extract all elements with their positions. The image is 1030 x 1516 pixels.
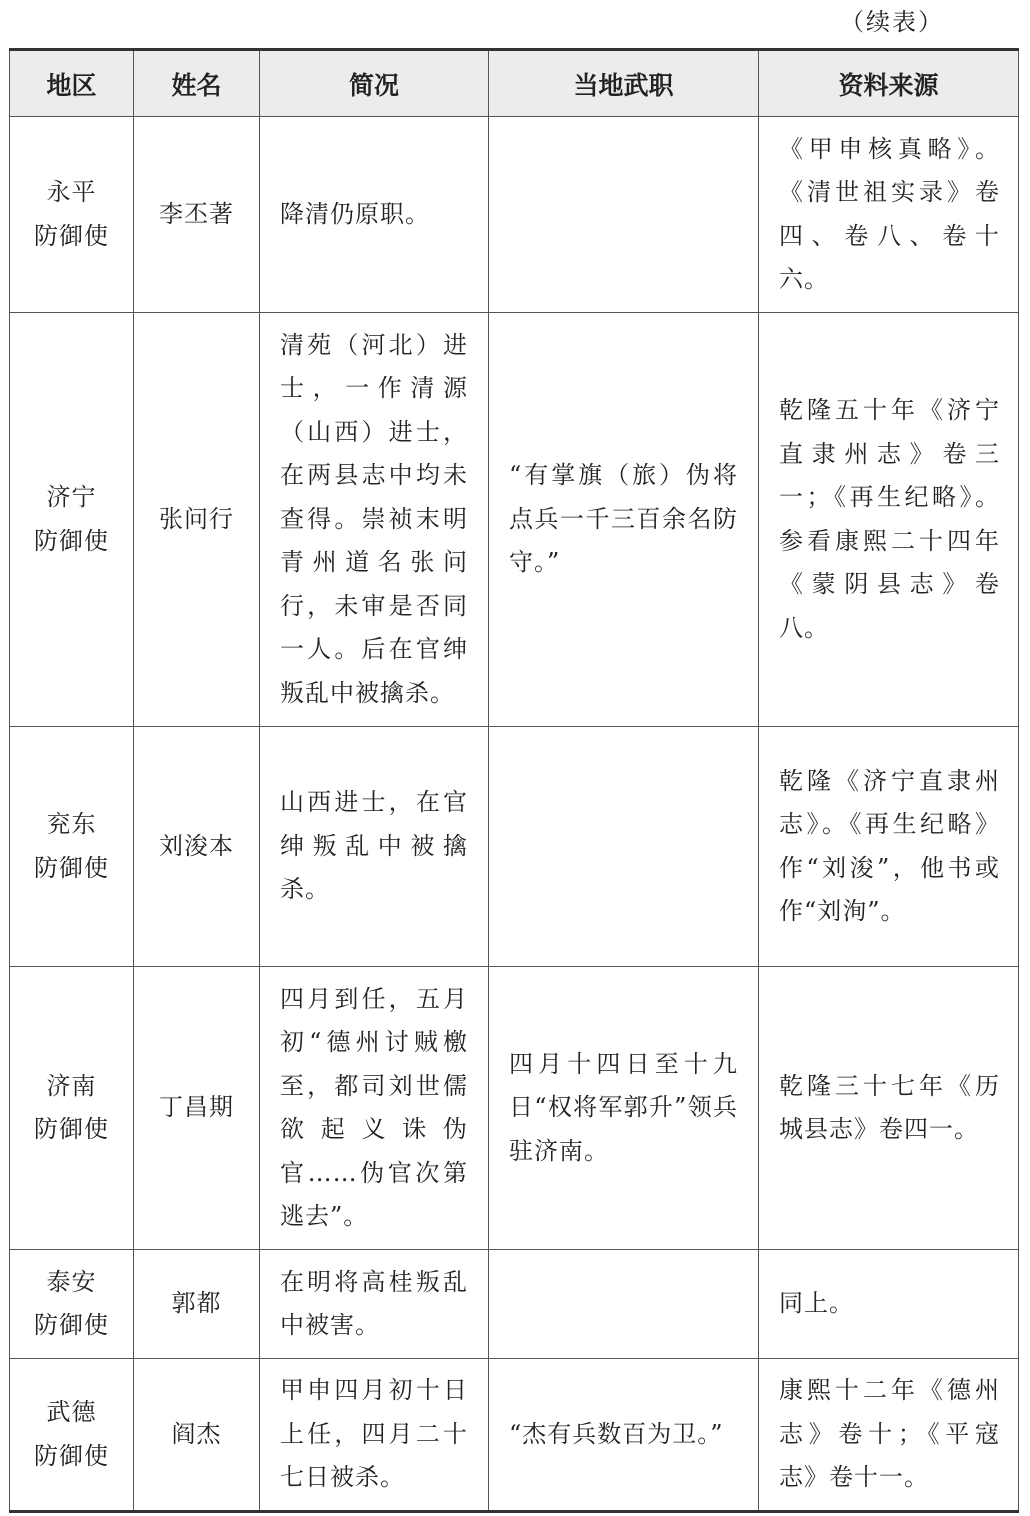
- region-cell: 济南 防御使: [10, 967, 134, 1250]
- continued-label: （续表）: [840, 8, 944, 36]
- source-cell: 乾隆三十七年《历城县志》卷四一。: [759, 967, 1019, 1250]
- source-cell: 乾隆五十年《济宁直隶州志》卷三一；《再生纪略》。参看康熙二十四年《蒙阴县志》卷八。: [759, 313, 1019, 727]
- table-row: [10, 117, 1019, 313]
- name-cell: 丁昌期: [134, 967, 260, 1250]
- officials-table: [9, 48, 1019, 1513]
- header-row: [10, 50, 1019, 117]
- military-cell: 四月十四日至十九日“权将军郭升”领兵驻济南。: [489, 967, 759, 1250]
- name-cell: 李丕著: [134, 117, 260, 313]
- summary-cell: 甲申四月初十日上任，四月二十七日被杀。: [260, 1359, 489, 1512]
- header-summary: 简况: [260, 50, 489, 117]
- name-cell: 张问行: [134, 313, 260, 727]
- military-cell: “杰有兵数百为卫。”: [489, 1359, 759, 1512]
- source-cell: 乾隆《济宁直隶州志》。《再生纪略》作“刘浚”，他书或作“刘洵”。: [759, 727, 1019, 967]
- table-row: [10, 967, 1019, 1250]
- military-cell: [489, 727, 759, 967]
- summary-cell: 降清仍原职。: [260, 117, 489, 313]
- region-cell: 永平 防御使: [10, 117, 134, 313]
- military-cell: [489, 1250, 759, 1359]
- name-cell: 刘浚本: [134, 727, 260, 967]
- table-row: [10, 1250, 1019, 1359]
- name-cell: 郭都: [134, 1250, 260, 1359]
- table-row: [10, 727, 1019, 967]
- table-row: [10, 313, 1019, 727]
- summary-cell: 清苑（河北）进士，一作清源（山西）进士，在两县志中均未查得。崇祯末明青州道名张问行，未审是否同一人。后在官绅叛乱中被擒杀。: [260, 313, 489, 727]
- military-cell: [489, 117, 759, 313]
- header-name: 姓名: [134, 50, 260, 117]
- summary-cell: 山西进士，在官绅叛乱中被擒杀。: [260, 727, 489, 967]
- region-cell: 济宁 防御使: [10, 313, 134, 727]
- header-region: 地区: [10, 50, 134, 117]
- header-military: 当地武职: [489, 50, 759, 117]
- table-row: [10, 1359, 1019, 1512]
- region-cell: 武德 防御使: [10, 1359, 134, 1512]
- source-cell: 《甲申核真略》。《清世祖实录》卷四、卷八、卷十六。: [759, 117, 1019, 313]
- summary-cell: 四月到任，五月初“德州讨贼檄至，都司刘世儒欲起义诛伪官……伪官次第逃去”。: [260, 967, 489, 1250]
- military-cell: “有掌旗（旅）伪将点兵一千三百余名防守。”: [489, 313, 759, 727]
- header-source: 资料来源: [759, 50, 1019, 117]
- name-cell: 阎杰: [134, 1359, 260, 1512]
- source-cell: 同上。: [759, 1250, 1019, 1359]
- summary-cell: 在明将高桂叛乱中被害。: [260, 1250, 489, 1359]
- region-cell: 泰安 防御使: [10, 1250, 134, 1359]
- source-cell: 康熙十二年《德州志》卷十；《平寇志》卷十一。: [759, 1359, 1019, 1512]
- region-cell: 兖东 防御使: [10, 727, 134, 967]
